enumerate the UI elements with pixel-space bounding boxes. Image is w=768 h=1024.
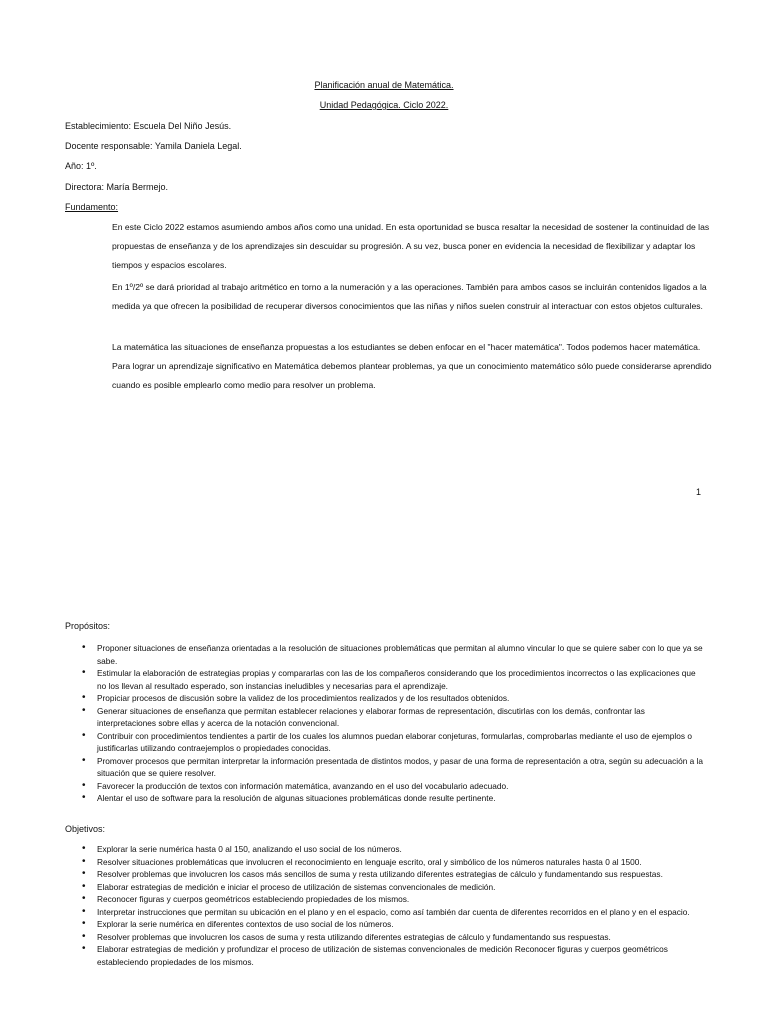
docente-line: Docente responsable: Yamila Daniela Legal.	[65, 141, 242, 151]
list-item: • Resolver problemas que involucren los casos de suma y resta utilizando diferentes estrategias de cálculo y fundamentando sus respuestas.	[80, 931, 705, 944]
list-item: • Promover procesos que permitan interpretar la información presentada de distintos modos, y pasar de una forma de representación a otra, según su adecuación a la situación que se quiere resolver.	[80, 755, 705, 780]
list-item: • Favorecer la producción de textos con información matemática, avanzando en el uso del vocabulario adecuado.	[80, 780, 705, 793]
list-item: • Contribuir con procedimientos tendientes a partir de los cuales los alumnos puedan elaborar conjeturas, formularlas, comprobarlas mediante el uso de ejemplos o justificarlas utilizando contraejemplos o propiedades conocidas.	[80, 730, 705, 755]
fundamento-heading: Fundamento:	[65, 202, 119, 212]
document-title: Planificación anual de Matemática.	[314, 80, 454, 90]
objetivos-list	[80, 843, 705, 968]
list-item: • Alentar el uso de software para la resolución de algunas situaciones problemáticas donde resulte pertinente.	[80, 792, 705, 805]
fundamento-paragraph: En 1º/2º se dará prioridad al trabajo aritmético en torno a la numeración y a las operaciones. También para ambos casos se incluirán contenidos ligados a la medida ya que ofrecen la posibilidad de recuperar diversos conocimientos que las niñas y niños suelen construir al interactuar con estos objetos culturales.	[112, 282, 707, 311]
list-item: • Estimular la elaboración de estrategias propias y compararlas con las de los compañeros considerando que los procedimientos incorrectos o las explicaciones que no los llevan al resultado esperado, son instancias ineludibles y necesarias para el aprendizaje.	[80, 667, 705, 692]
list-item: • Elaborar estrategias de medición e iniciar el proceso de utilización de sistemas convencionales de medición.	[80, 881, 705, 894]
fundamento-paragraph: En este Ciclo 2022 estamos asumiendo ambos años como una unidad. En esta oportunidad se busca resaltar la necesidad de sostener la continuidad de las propuestas de enseñanza y de los aprendizajes sin descuidar su progresión. A su vez, busca poner en evidencia la necesidad de flexibilizar y adaptar los tiempos y espacios escolares.	[112, 222, 710, 270]
directora-line: Directora: María Bermejo.	[65, 182, 169, 192]
page-number: 1	[696, 487, 702, 497]
anio-line: Año: 1º.	[65, 161, 97, 171]
list-item: • Elaborar estrategias de medición y profundizar el proceso de utilización de sistemas convencionales de medición Reconocer figuras y cuerpos geométricos estableciendo propiedades de los mismos.	[80, 943, 705, 968]
list-item: • Interpretar instrucciones que permitan su ubicación en el plano y en el espacio, como así también dar cuenta de diferentes recorridos en el plano y en el espacio.	[80, 906, 705, 919]
establecimiento-line: Establecimiento: Escuela Del Niño Jesús.	[65, 121, 232, 131]
fundamento-paragraph: La matemática las situaciones de enseñanza propuestas a los estudiantes se deben enfocar en el "hacer matemática". Todos podemos hacer matemática. Para lograr un aprendizaje significativo en Matemática debemos plantear problemas, ya que un conocimiento matemático sólo puede considerarse aprendido cuando es posible emplearlo como medio para resolver un problema.	[112, 342, 712, 390]
document-subtitle: Unidad Pedagógica. Ciclo 2022.	[319, 100, 449, 110]
list-item: • Generar situaciones de enseñanza que permitan establecer relaciones y elaborar formas de representación, discutirlas con los demás, confrontar las interpretaciones sobre ellas y acerca de la notación convencional.	[80, 705, 705, 730]
list-item: • Resolver problemas que involucren los casos más sencillos de suma y resta utilizando diferentes estrategias de cálculo y fundamentando sus respuestas.	[80, 868, 705, 881]
propositos-heading: Propósitos:	[65, 621, 111, 631]
propositos-list	[80, 642, 705, 805]
list-item: • Propiciar procesos de discusión sobre la validez de los procedimientos realizados y de los resultados obtenidos.	[80, 692, 705, 705]
objetivos-heading: Objetivos:	[65, 824, 106, 834]
list-item: • Proponer situaciones de enseñanza orientadas a la resolución de situaciones problemáticas que permitan al alumno vincular lo que se quiere saber con lo que ya se sabe.	[80, 642, 705, 667]
list-item: • Explorar la serie numérica en diferentes contextos de uso social de los números.	[80, 918, 705, 931]
list-item: • Explorar la serie numérica hasta 0 al 150, analizando el uso social de los números.	[80, 843, 705, 856]
list-item: • Resolver situaciones problemáticas que involucren el reconocimiento en lenguaje escrito, oral y simbólico de los números naturales hasta 0 al 1500.	[80, 856, 705, 869]
list-item: • Reconocer figuras y cuerpos geométricos estableciendo propiedades de los mismos.	[80, 893, 705, 906]
